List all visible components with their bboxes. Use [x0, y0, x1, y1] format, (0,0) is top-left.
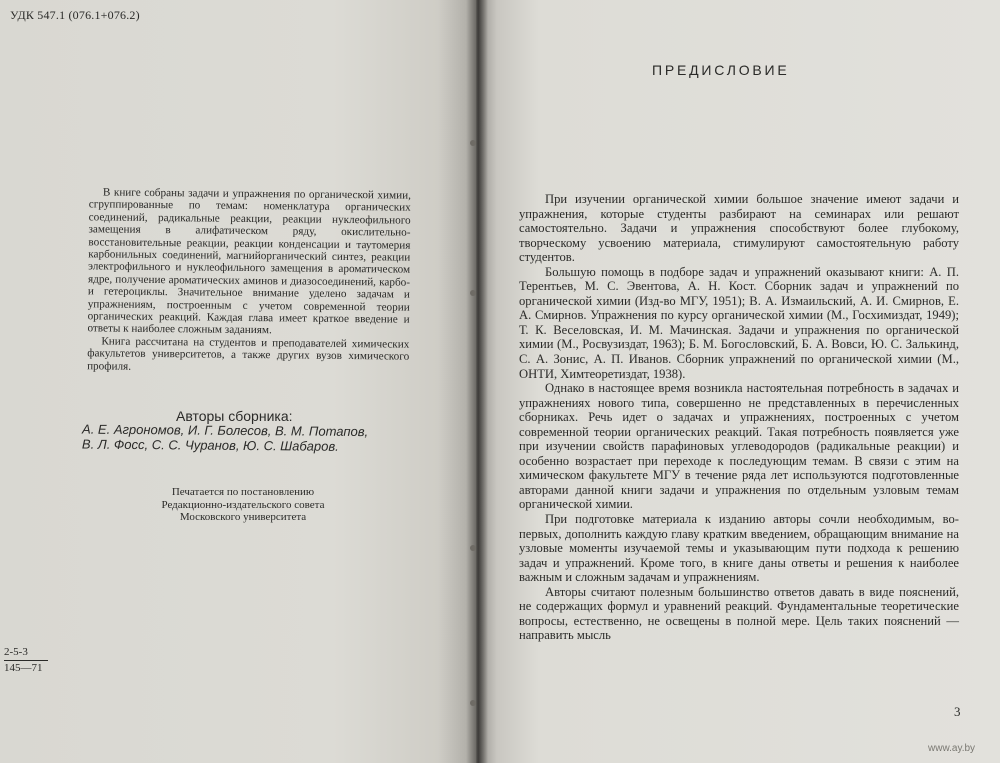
authors-line: В. Л. Фосс, С. С. Чуранов, Ю. С. Шабаров. — [81, 436, 339, 454]
code-bottom: 145—71 — [4, 662, 43, 674]
binding-stitch — [470, 700, 476, 706]
imprint-line: Печатается по постановлению — [171, 486, 315, 498]
catalog-code — [4, 646, 48, 675]
book-gutter — [466, 0, 488, 763]
code-top: 2-5-3 — [4, 646, 28, 658]
authors-list — [82, 423, 412, 455]
preface-paragraph: Однако в настоящее время возникла настоятельная потребность в задачах и упражнениях нового типа, совершенно не представленных в перечисленных сборниках. Речь идет о задачах и упражнениях, построенных с учетом современной теории органических реакций. Такая потребность появляется уже при изучении свойств парафиновых углеводородов (радикальные реакции) и особенно возрастает при переходе к последующим темам. В связи с этим на химическом факультете МГУ в течение ряда лет используются подготовленные авторами данной книги задачи и упражнения по отдельным узловым темам органической химии. — [519, 381, 959, 512]
left-page — [0, 0, 476, 763]
preface-paragraph: При изучении органической химии большое значение имеют задачи и упражнения, которые студенты разбирают на семинарах или решают самостоятельно. Задачи и упражнения способствуют более глубокому, творческому усвоению материала, стимулируют самостоятельную работу студентов. — [519, 192, 959, 265]
imprint-line: Редакционно-издательского совета — [161, 498, 325, 511]
book-summary — [87, 186, 411, 375]
authors-line: А. Е. Агрономов, И. Г. Болесов, В. М. Потапов, — [82, 421, 369, 440]
authors-title: Авторы сборника: — [176, 408, 293, 424]
preface-paragraph: Большую помощь в подборе задач и упражнений оказывают книги: А. П. Терентьев, М. С. Эвентова, А. Н. Кост. Сборник задач и упражнений по органической химии (Изд-во МГУ, 1951); В. А. Измаильский, А. И. Смирнов, Е. А. Смирнов. Упражнения по курсу органической химии (М., Госхимиздат, 1949); Т. К. Веселовская, И. М. Мачинская. Задачи и упражнения по органической химии (М., Росвузиздат, 1963); Б. М. Богословский, Б. А. Вовси, Ю. С. Залькинд, С. А. Зонис, А. П. Иванов. Сборник упражнений по органической химии (М., ОНТИ, Химтеоретиздат, 1938). — [519, 264, 959, 381]
summary-paragraph: Книга рассчитана на студентов и преподавателей химических факультетов университетов, а также других вузов химического профиля. — [87, 335, 410, 373]
binding-stitch — [470, 140, 476, 146]
preface-text — [519, 192, 959, 643]
binding-stitch — [470, 545, 476, 551]
watermark: www.ay.by — [928, 743, 976, 754]
summary-paragraph: В книге собраны задачи и упражнения по органической химии, сгруппированные по темам: номенклатура органических соединений, радикальные реакции, реакции нуклеофильного замещения в алифатическом ряду, окислительно-восстановительные реакции, реакции конденсации и таутомерия карбонильных соединений, магнийорганический синтез, реакции электрофильного и нуклеофильного замещения в ароматическом ядре, получение ароматических аминов и диазосоединений, карбо- и гетероциклы. Значительное внимание уделено задачам и упражнениям, построенным с учетом современной теории органических реакций. Каждая глава имеет краткое введение и ответы к наиболее сложным заданиям. — [87, 186, 411, 337]
binding-stitch — [470, 290, 476, 296]
imprint-line: Московского университета — [179, 511, 307, 523]
imprint-note — [148, 486, 338, 524]
code-divider — [4, 660, 48, 661]
preface-paragraph: Авторы считают полезным большинство ответов давать в виде пояснений, не содержащих формул и уравнений реакций. Фундаментальные теоретические вопросы, естественно, не освещены в полной мере. Цель таких пояснений — направить мысль — [519, 584, 959, 643]
preface-heading: ПРЕДИСЛОВИЕ — [652, 62, 790, 78]
udk-code: УДК 547.1 (076.1+076.2) — [10, 8, 140, 22]
page-number: 3 — [954, 704, 961, 719]
preface-paragraph: При подготовке материала к изданию авторы сочли необходимым, во-первых, дополнить каждую главу кратким введением, обращающим внимание на узловые моменты изучаемой темы и указывающим пути подхода к решению задач и упражнений. Кроме того, в книге даны ответы и решения к наиболее важным и сложным задачам и упражнениям. — [519, 512, 959, 585]
